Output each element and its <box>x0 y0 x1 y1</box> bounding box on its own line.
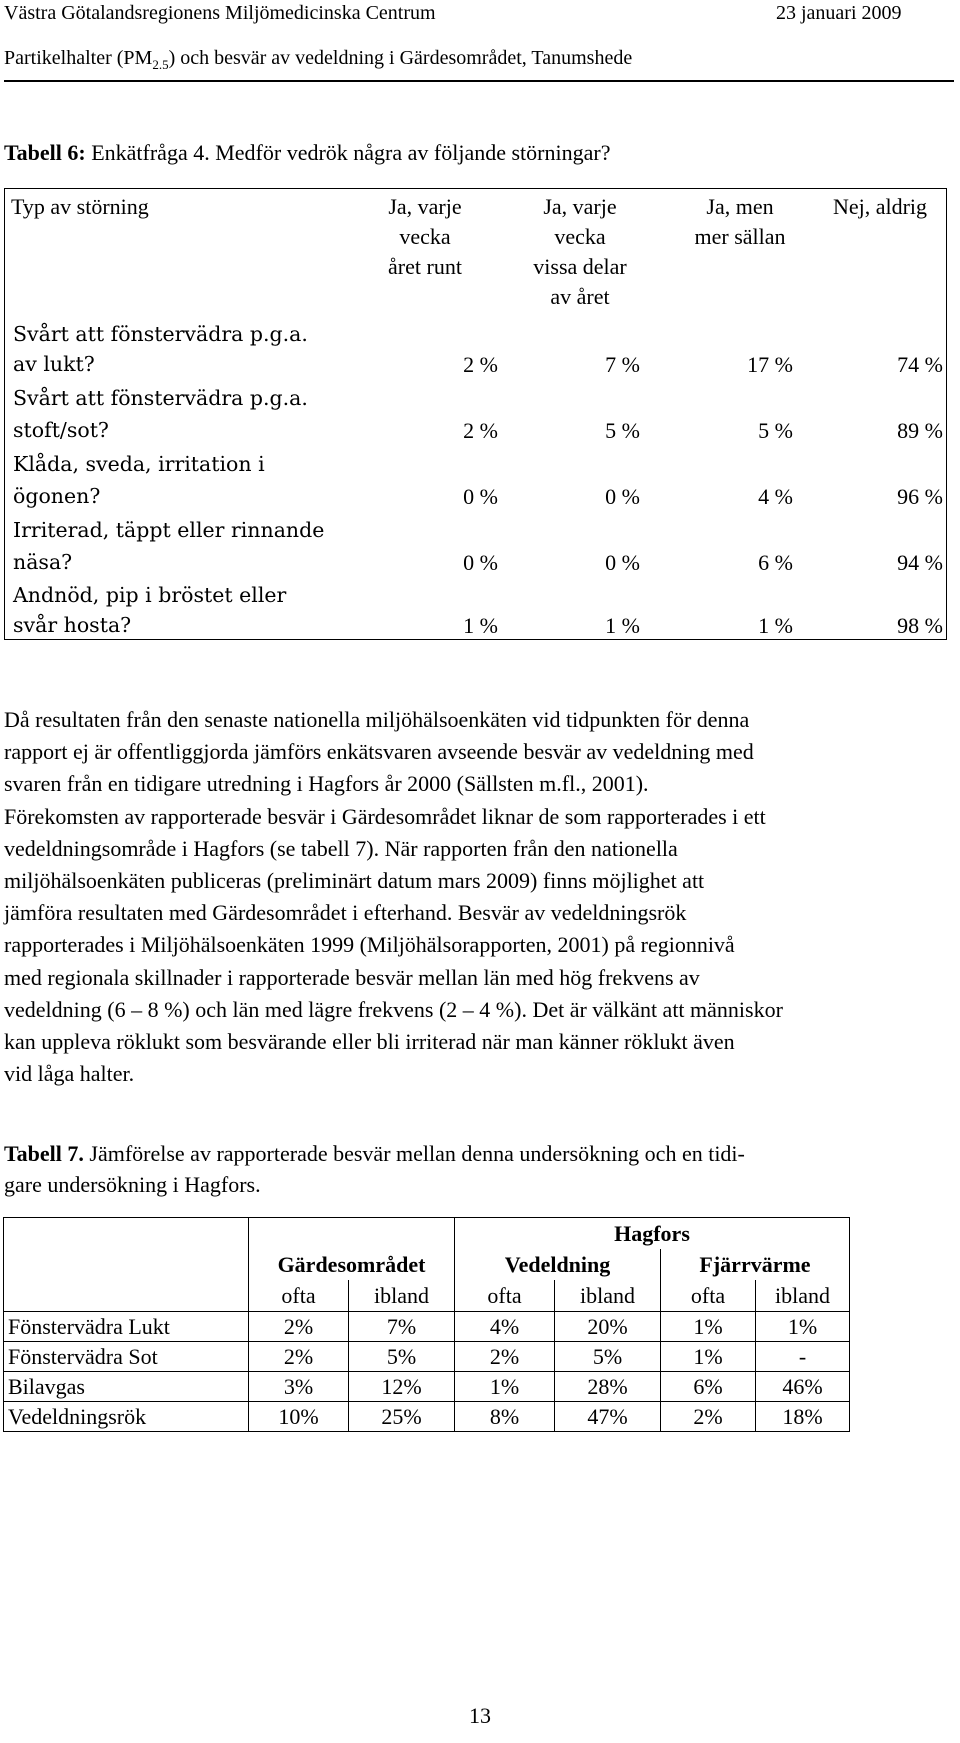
table7-cell: 2% <box>249 1312 349 1342</box>
table7-cell: 5% <box>349 1342 455 1372</box>
paragraph-line: rapporterades i Miljöhälsoenkäten 1999 (Miljöhälsorapporten, 2001) på regionnivå <box>4 932 735 958</box>
header-date: 23 januari 2009 <box>776 2 902 24</box>
table6-row-label: stoft/sot? <box>13 418 109 442</box>
header-line: Ja, varje <box>388 194 462 219</box>
table7-cell: 20% <box>555 1312 661 1342</box>
paragraph-line: kan uppleva röklukt som besvärande eller bli irriterad när man känner röklukt även <box>4 1029 735 1055</box>
table6-cell: 1 % <box>463 613 498 638</box>
table7-header-group: Fjärrvärme <box>661 1249 850 1280</box>
paragraph-line: Då resultaten från den senaste nationella miljöhälsoenkäten vid tidpunkten för denna <box>4 707 750 732</box>
table-row <box>4 1312 850 1342</box>
page-number: 13 <box>469 1703 491 1728</box>
table6-row-label: Andnöd, pip i bröstet eller <box>13 583 287 607</box>
table7-cell: 18% <box>756 1402 850 1432</box>
table6-cell: 1 % <box>605 613 640 638</box>
header-line: året runt <box>388 254 462 279</box>
table7-cell: - <box>756 1342 850 1372</box>
paragraph-line: svaren från en tidigare utredning i Hagfors år 2000 (Sällsten m.fl., 2001). <box>4 771 649 797</box>
table7-header-group: Gärdesområdet <box>249 1249 455 1280</box>
paragraph-line: Förekomsten av rapporterade besvär i Gärdesområdet liknar de som rapporterades i ett <box>4 803 766 829</box>
paragraph-line: miljöhälsoenkäten publiceras (preliminärt datum mars 2009) finns möjlighet att <box>4 868 705 894</box>
table7-cell: 1% <box>756 1312 850 1342</box>
table-row <box>4 1372 850 1402</box>
table7-cell: 46% <box>756 1372 850 1402</box>
table6-row-label: Irriterad, täppt eller rinnande <box>13 518 325 542</box>
table6-cell: 2 % <box>463 352 498 377</box>
table7-subheader: ofta <box>455 1280 555 1312</box>
table6-cell: 2 % <box>463 418 498 443</box>
header-subtitle <box>4 47 632 73</box>
table7-header-row-top <box>4 1218 850 1250</box>
table7-caption-label: Tabell 7. <box>4 1141 84 1166</box>
table7-cell: 47% <box>555 1402 661 1432</box>
table6-cell: 96 % <box>897 484 943 509</box>
header-line: vecka <box>554 224 606 249</box>
table6-row-label: Svårt att fönstervädra p.g.a. <box>13 322 308 346</box>
table6-cell: 5 % <box>758 418 793 443</box>
table7-row-label: Fönstervädra Lukt <box>4 1312 249 1342</box>
table7-subheader: ofta <box>661 1280 756 1312</box>
table7-empty-cell <box>249 1218 455 1250</box>
table6-row-label: näsa? <box>13 550 73 574</box>
table7-cell: 10% <box>249 1402 349 1432</box>
body-paragraph <box>4 704 949 1090</box>
table7-caption-line1: Jämförelse av rapporterade besvär mellan denna undersökning och en tidi- <box>83 1141 745 1166</box>
table7-row-label: Fönstervädra Sot <box>4 1342 249 1372</box>
table6-cell: 89 % <box>897 418 943 443</box>
table7-row-label: Bilavgas <box>4 1372 249 1402</box>
table7 <box>3 1217 850 1432</box>
table6-row-label: Svårt att fönstervädra p.g.a. <box>13 386 308 410</box>
table6-cell: 4 % <box>758 484 793 509</box>
table6-cell: 0 % <box>605 550 640 575</box>
table7-cell: 28% <box>555 1372 661 1402</box>
header-subtitle-post: ) och besvär av vedeldning i Gärdesområdet, Tanumshede <box>168 47 633 69</box>
paragraph-line: vedeldning (6 – 8 %) och län med lägre frekvens (2 – 4 %). Det är välkänt att människor <box>4 996 783 1022</box>
table7-empty-cell <box>4 1249 249 1280</box>
paragraph-line: jämföra resultaten med Gärdesområdet i efterhand. Besvär av vedeldningsrök <box>4 900 687 926</box>
table7-cell: 1% <box>455 1372 555 1402</box>
table6-header-type: Typ av störning <box>11 194 149 219</box>
table7-cell: 3% <box>249 1372 349 1402</box>
table6-cell: 7 % <box>605 352 640 377</box>
header-organization: Västra Götalandsregionens Miljömedicinska Centrum <box>4 2 436 24</box>
paragraph-line: rapport ej är offentliggjorda jämförs enkätsvaren avseende besvär av vedeldning med <box>4 739 754 765</box>
table7-cell: 4% <box>455 1312 555 1342</box>
table7-cell: 12% <box>349 1372 455 1402</box>
table7-cell: 7% <box>349 1312 455 1342</box>
header-line: Ja, men <box>706 194 774 219</box>
table7-caption <box>4 1138 934 1200</box>
table7-cell: 1% <box>661 1312 756 1342</box>
header-rule <box>4 80 954 82</box>
table6-caption-label: Tabell 6: <box>4 140 86 165</box>
table6-cell: 0 % <box>605 484 640 509</box>
table7-empty-cell <box>4 1218 249 1250</box>
table6-header-weekly-all-year <box>355 192 495 282</box>
table6-cell: 74 % <box>897 352 943 377</box>
table7-header-row-groups <box>4 1249 850 1280</box>
table7-header-row-sub <box>4 1280 850 1312</box>
header-subtitle-pre: Partikelhalter (PM <box>4 47 153 69</box>
table6-cell: 5 % <box>605 418 640 443</box>
header-line: vissa delar <box>533 254 627 279</box>
table6-header-weekly-part-year <box>505 192 655 312</box>
header-line: vecka <box>399 224 451 249</box>
table6-cell: 6 % <box>758 550 793 575</box>
table7-empty-cell <box>4 1280 249 1312</box>
table7-subheader: ibland <box>555 1280 661 1312</box>
header-line: mer sällan <box>694 224 786 249</box>
table7-cell: 1% <box>661 1342 756 1372</box>
table7-subheader: ofta <box>249 1280 349 1312</box>
table6-cell: 0 % <box>463 550 498 575</box>
table7-header-hagfors: Hagfors <box>455 1218 850 1250</box>
table6-cell: 98 % <box>897 613 943 638</box>
paragraph-line: vid låga halter. <box>4 1061 135 1087</box>
table7-cell: 2% <box>661 1402 756 1432</box>
table6-cell: 1 % <box>758 613 793 638</box>
table6-header-less-often <box>665 192 815 252</box>
table6-cell: 0 % <box>463 484 498 509</box>
header-subtitle-subscript: 2.5 <box>152 57 169 72</box>
table7-caption-line2: gare undersökning i Hagfors. <box>4 1172 261 1197</box>
table6-cell: 94 % <box>897 550 943 575</box>
table-row <box>4 1402 850 1432</box>
table7-cell: 2% <box>455 1342 555 1372</box>
table6-cell: 17 % <box>747 352 793 377</box>
table6-row-label: svår hosta? <box>13 613 132 637</box>
table6-row-label: Klåda, sveda, irritation i <box>13 452 265 476</box>
table7-subheader: ibland <box>756 1280 850 1312</box>
header-line: Ja, varje <box>543 194 617 219</box>
header-line: av året <box>550 284 610 309</box>
table7-cell: 2% <box>249 1342 349 1372</box>
table6-row-label: av lukt? <box>13 352 95 376</box>
table7-cell: 6% <box>661 1372 756 1402</box>
table7-cell: 5% <box>555 1342 661 1372</box>
table7-header-group: Vedeldning <box>455 1249 661 1280</box>
paragraph-line: vedeldningsområde i Hagfors (se tabell 7). När rapporten från den nationella <box>4 835 678 861</box>
table7-cell: 25% <box>349 1402 455 1432</box>
paragraph-line: med regionala skillnader i rapporterade besvär mellan län med hög frekvens av <box>4 964 700 990</box>
table-row <box>4 1342 850 1372</box>
table6-caption <box>4 140 610 166</box>
table6-header-never: Nej, aldrig <box>832 194 928 219</box>
table7-cell: 8% <box>455 1402 555 1432</box>
table6-caption-text: Enkätfråga 4. Medför vedrök några av följande störningar? <box>85 140 611 165</box>
table7-row-label: Vedeldningsrök <box>4 1402 249 1432</box>
table7-subheader: ibland <box>349 1280 455 1312</box>
table6-row-label: ögonen? <box>13 484 101 508</box>
